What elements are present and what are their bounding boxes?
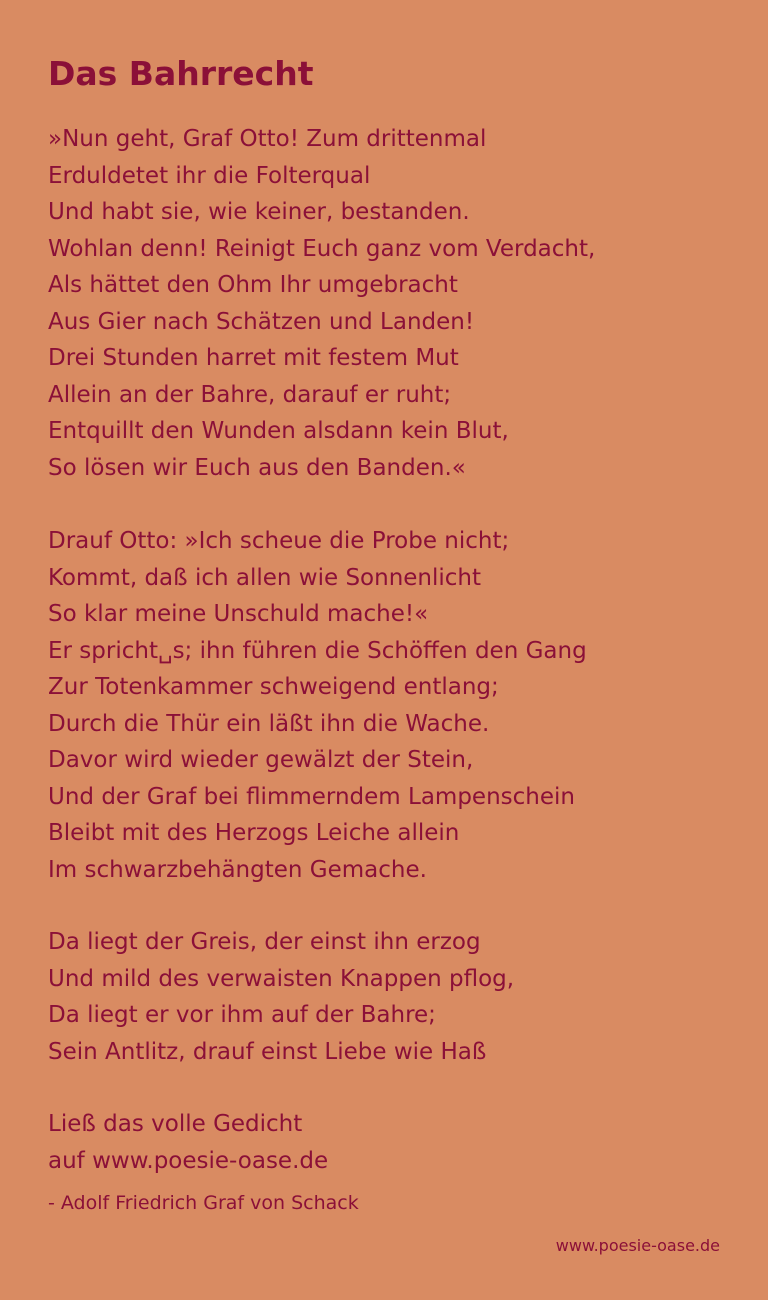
poem-line: Wohlan denn! Reinigt Euch ganz vom Verdacht, bbox=[48, 235, 596, 262]
poem-line: Aus Gier nach Schätzen und Landen! bbox=[48, 308, 475, 335]
stanza-1 bbox=[48, 121, 595, 486]
cta-line: auf www.poesie-oase.de bbox=[48, 1148, 329, 1174]
poem-line: Im schwarzbehängten Gemache. bbox=[48, 856, 427, 883]
poem-line: Da liegt er vor ihm auf der Bahre; bbox=[48, 1002, 436, 1028]
poem-line: Durch die Thür ein läßt ihn die Wache. bbox=[48, 710, 490, 737]
poem-line: Zur Totenkammer schweigend entlang; bbox=[48, 674, 499, 700]
poem-line: Kommt, daß ich allen wie Sonnenlicht bbox=[48, 564, 482, 591]
poem-line: Er spricht␣s; ihn führen die Schöffen den Gang bbox=[48, 637, 587, 664]
poem-line: Davor wird wieder gewälzt der Stein, bbox=[48, 747, 474, 773]
poem-line: Sein Antlitz, drauf einst Liebe wie Haß bbox=[48, 1038, 487, 1065]
author-credit: - Adolf Friedrich Graf von Schack bbox=[48, 1192, 359, 1214]
poem-line: Allein an der Bahre, darauf er ruht; bbox=[48, 381, 452, 408]
poem-line: Drauf Otto: »Ich scheue die Probe nicht; bbox=[48, 528, 510, 554]
poem-line: So klar meine Unschuld mache!« bbox=[48, 601, 429, 627]
poem-line: Erduldetet ihr die Folterqual bbox=[48, 162, 371, 189]
footer-website: www.poesie-oase.de bbox=[555, 1236, 720, 1255]
poem-line: Und habt sie, wie keiner, bestanden. bbox=[48, 199, 470, 225]
read-full-poem-note bbox=[48, 1106, 328, 1180]
stanza-2 bbox=[48, 523, 587, 888]
poem-line: Als hättet den Ohm Ihr umgebracht bbox=[48, 272, 458, 298]
poem-line: Da liegt der Greis, der einst ihn erzog bbox=[48, 929, 481, 955]
poem-line: Entquillt den Wunden alsdann kein Blut, bbox=[48, 418, 509, 444]
stanza-3 bbox=[48, 924, 514, 1070]
poem-line: Drei Stunden harret mit festem Mut bbox=[48, 345, 459, 371]
poem-line: Und der Graf bei flimmerndem Lampenschein bbox=[48, 783, 575, 810]
poem-line: So lösen wir Euch aus den Banden.« bbox=[48, 454, 466, 481]
poem-title: Das Bahrrecht bbox=[48, 54, 314, 93]
poem-line: Und mild des verwaisten Knappen pflog, bbox=[48, 965, 515, 992]
poem-line: Bleibt mit des Herzogs Leiche allein bbox=[48, 820, 460, 846]
cta-line: Ließ das volle Gedicht bbox=[48, 1111, 303, 1137]
poem-line: »Nun geht, Graf Otto! Zum drittenmal bbox=[48, 126, 487, 152]
